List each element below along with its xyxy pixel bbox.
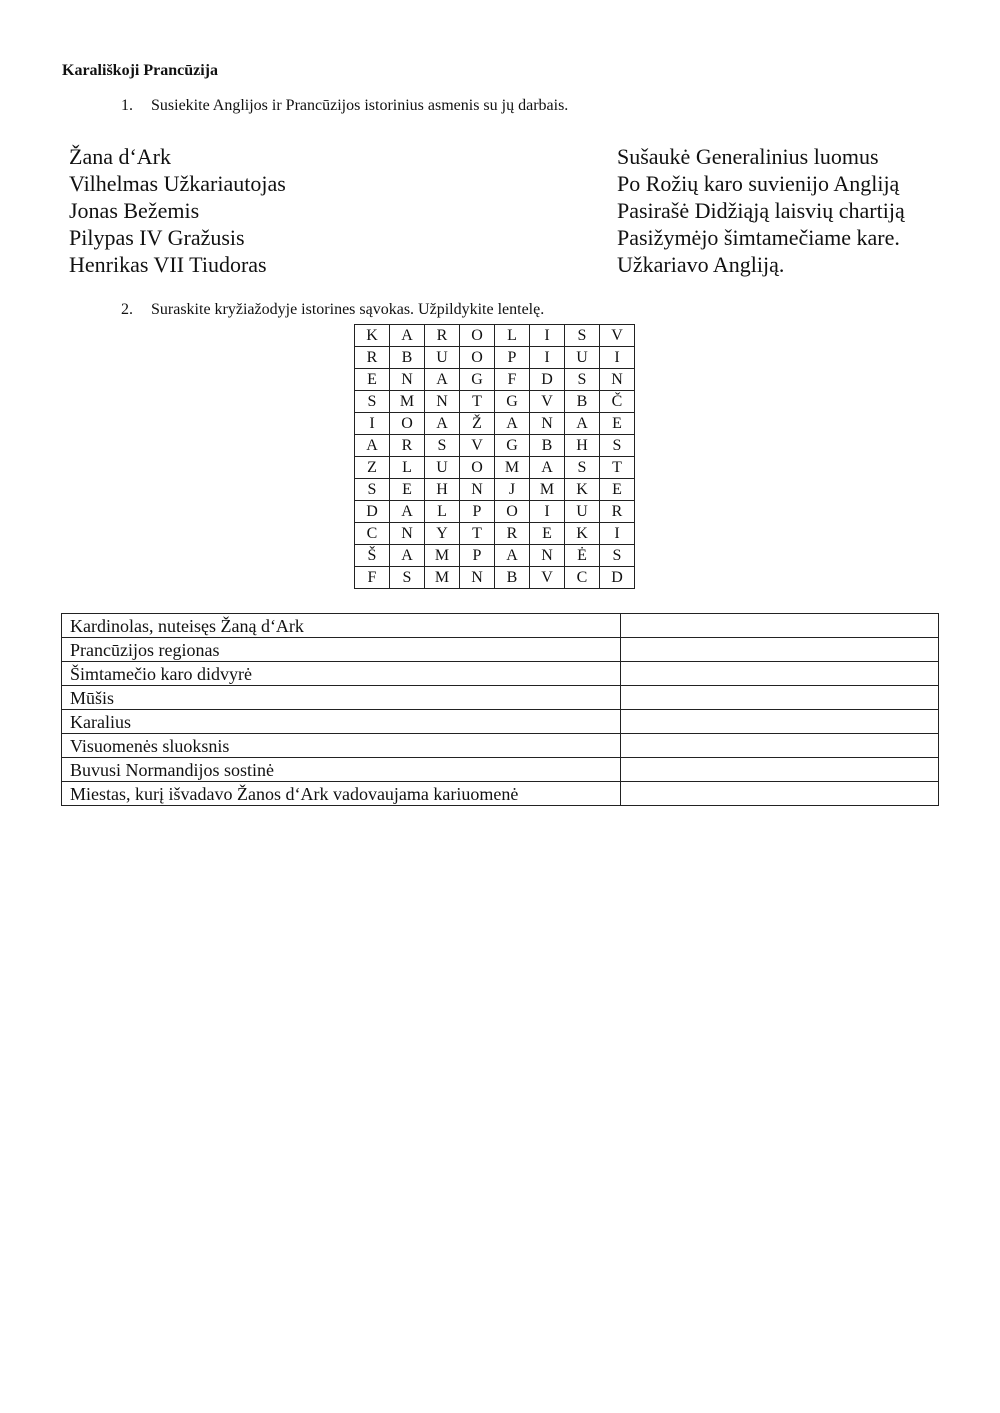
grid-cell[interactable]: U <box>565 501 600 523</box>
table-row <box>62 734 939 758</box>
grid-cell[interactable]: M <box>390 391 425 413</box>
grid-row <box>355 457 635 479</box>
grid-cell[interactable]: S <box>355 479 390 501</box>
grid-cell[interactable]: I <box>600 347 635 369</box>
person-item: Pilypas IV Gražusis <box>69 225 245 250</box>
grid-cell[interactable]: N <box>530 545 565 567</box>
deed-item: Sušaukė Generalinius luomus <box>617 144 879 169</box>
grid-row <box>355 391 635 413</box>
grid-cell[interactable]: L <box>425 501 460 523</box>
grid-cell[interactable]: S <box>355 391 390 413</box>
table-row <box>62 710 939 734</box>
grid-cell[interactable]: S <box>565 369 600 391</box>
grid-cell[interactable]: T <box>600 457 635 479</box>
grid-row <box>355 545 635 567</box>
grid-cell[interactable]: D <box>530 369 565 391</box>
grid-cell[interactable]: R <box>600 501 635 523</box>
grid-cell[interactable]: M <box>495 457 530 479</box>
grid-cell[interactable]: A <box>495 545 530 567</box>
grid-row <box>355 523 635 545</box>
clue-cell: Šimtamečio karo didvyrė <box>62 662 621 686</box>
table-row <box>62 662 939 686</box>
grid-cell[interactable]: B <box>565 391 600 413</box>
clue-cell: Prancūzijos regionas <box>62 638 621 662</box>
grid-cell[interactable]: V <box>460 435 495 457</box>
grid-cell[interactable]: M <box>425 567 460 589</box>
grid-cell[interactable]: S <box>600 545 635 567</box>
deed-item: Pasirašė Didžiąją laisvių chartiją <box>617 198 905 223</box>
grid-cell[interactable]: D <box>355 501 390 523</box>
grid-cell[interactable]: A <box>530 457 565 479</box>
task-2-number: 2. <box>121 301 133 318</box>
grid-cell[interactable]: E <box>600 479 635 501</box>
person-item: Žana d‘Ark <box>69 144 172 169</box>
grid-cell[interactable]: V <box>600 325 635 347</box>
deeds-column <box>617 143 905 278</box>
page-title: Karališkoji Prancūzija <box>62 62 218 79</box>
grid-row <box>355 347 635 369</box>
person-item: Vilhelmas Užkariautojas <box>69 171 286 196</box>
table-row <box>62 758 939 782</box>
grid-cell[interactable]: G <box>495 391 530 413</box>
answer-cell[interactable] <box>620 638 938 662</box>
grid-cell[interactable]: K <box>565 523 600 545</box>
grid-cell[interactable]: P <box>460 545 495 567</box>
grid-cell[interactable]: R <box>425 325 460 347</box>
grid-row <box>355 413 635 435</box>
clue-cell: Visuomenės sluoksnis <box>62 734 621 758</box>
grid-cell[interactable]: L <box>390 457 425 479</box>
person-item: Jonas Bežemis <box>69 198 200 223</box>
grid-cell[interactable]: A <box>425 413 460 435</box>
grid-cell[interactable]: B <box>530 435 565 457</box>
grid-cell[interactable]: E <box>600 413 635 435</box>
grid-cell[interactable]: P <box>495 347 530 369</box>
grid-cell[interactable]: V <box>530 391 565 413</box>
grid-cell[interactable]: B <box>495 567 530 589</box>
grid-cell[interactable]: Ė <box>565 545 600 567</box>
grid-cell[interactable]: N <box>460 567 495 589</box>
grid-cell[interactable]: U <box>425 457 460 479</box>
grid-row <box>355 501 635 523</box>
word-search-grid <box>354 324 635 589</box>
grid-cell[interactable]: L <box>495 325 530 347</box>
grid-row <box>355 567 635 589</box>
grid-cell[interactable]: Ž <box>460 413 495 435</box>
grid-cell[interactable]: H <box>565 435 600 457</box>
grid-cell[interactable]: I <box>530 347 565 369</box>
deed-item: Pasižymėjo šimtamečiame kare. <box>617 225 900 250</box>
answer-cell[interactable] <box>620 734 938 758</box>
grid-cell[interactable]: A <box>390 501 425 523</box>
grid-cell[interactable]: N <box>425 391 460 413</box>
table-row <box>62 686 939 710</box>
grid-cell[interactable]: C <box>355 523 390 545</box>
grid-cell[interactable]: O <box>460 325 495 347</box>
grid-cell[interactable]: C <box>565 567 600 589</box>
grid-cell[interactable]: R <box>495 523 530 545</box>
grid-cell[interactable]: N <box>600 369 635 391</box>
people-column <box>69 143 286 278</box>
grid-cell[interactable]: I <box>530 325 565 347</box>
clue-cell: Miestas, kurį išvadavo Žanos d‘Ark vadovaujama kariuomenė <box>62 782 621 806</box>
grid-cell[interactable]: A <box>425 369 460 391</box>
grid-cell[interactable]: N <box>390 369 425 391</box>
grid-cell[interactable]: M <box>425 545 460 567</box>
clue-cell: Mūšis <box>62 686 621 710</box>
task-2-instruction <box>121 301 544 319</box>
grid-cell[interactable]: E <box>390 479 425 501</box>
grid-cell[interactable]: J <box>495 479 530 501</box>
grid-row <box>355 479 635 501</box>
grid-cell[interactable]: E <box>530 523 565 545</box>
grid-cell[interactable]: T <box>460 391 495 413</box>
grid-cell[interactable]: A <box>355 435 390 457</box>
grid-cell[interactable]: S <box>600 435 635 457</box>
answers-table <box>61 613 939 806</box>
task-1-text: Susiekite Anglijos ir Prancūzijos istorinius asmenis su jų darbais. <box>151 97 569 114</box>
task-1-number: 1. <box>121 97 133 114</box>
grid-cell[interactable]: A <box>495 413 530 435</box>
table-row <box>62 614 939 638</box>
grid-cell[interactable]: H <box>425 479 460 501</box>
deed-item: Užkariavo Angliją. <box>617 252 785 277</box>
grid-cell[interactable]: U <box>565 347 600 369</box>
grid-cell[interactable]: S <box>565 325 600 347</box>
grid-cell[interactable]: Y <box>425 523 460 545</box>
grid-cell[interactable]: V <box>530 567 565 589</box>
grid-cell[interactable]: N <box>390 523 425 545</box>
answer-cell[interactable] <box>620 782 938 806</box>
deed-item: Po Rožių karo suvienijo Angliją <box>617 171 900 196</box>
grid-cell[interactable]: K <box>355 325 390 347</box>
grid-cell[interactable]: G <box>495 435 530 457</box>
grid-row <box>355 435 635 457</box>
grid-cell[interactable]: M <box>530 479 565 501</box>
answer-cell[interactable] <box>620 686 938 710</box>
grid-cell[interactable]: Č <box>600 391 635 413</box>
grid-cell[interactable]: G <box>460 369 495 391</box>
grid-cell[interactable]: N <box>530 413 565 435</box>
grid-cell[interactable]: P <box>460 501 495 523</box>
grid-cell[interactable]: F <box>355 567 390 589</box>
task-2-text: Suraskite kryžiažodyje istorines sąvokas. Užpildykite lentelę. <box>151 301 545 318</box>
grid-cell[interactable]: E <box>355 369 390 391</box>
grid-cell[interactable]: N <box>460 479 495 501</box>
table-row <box>62 782 939 806</box>
task-1-instruction <box>121 97 568 115</box>
clue-cell: Buvusi Normandijos sostinė <box>62 758 621 782</box>
grid-cell[interactable]: A <box>565 413 600 435</box>
grid-cell[interactable]: R <box>355 347 390 369</box>
person-item: Henrikas VII Tiudoras <box>69 252 267 277</box>
grid-cell[interactable]: B <box>390 347 425 369</box>
answer-cell[interactable] <box>620 710 938 734</box>
grid-cell[interactable]: U <box>425 347 460 369</box>
grid-cell[interactable]: O <box>495 501 530 523</box>
table-row <box>62 638 939 662</box>
answer-cell[interactable] <box>620 614 938 638</box>
grid-cell[interactable]: A <box>390 545 425 567</box>
answer-cell[interactable] <box>620 662 938 686</box>
grid-row <box>355 325 635 347</box>
grid-row <box>355 369 635 391</box>
grid-cell[interactable]: R <box>390 435 425 457</box>
grid-cell[interactable]: K <box>565 479 600 501</box>
grid-cell[interactable]: Š <box>355 545 390 567</box>
grid-cell[interactable]: S <box>565 457 600 479</box>
grid-cell[interactable]: Z <box>355 457 390 479</box>
grid-cell[interactable]: A <box>390 325 425 347</box>
grid-cell[interactable]: F <box>495 369 530 391</box>
grid-cell[interactable]: I <box>355 413 390 435</box>
answer-cell[interactable] <box>620 758 938 782</box>
grid-cell[interactable]: O <box>460 347 495 369</box>
grid-cell[interactable]: S <box>390 567 425 589</box>
grid-cell[interactable]: D <box>600 567 635 589</box>
grid-cell[interactable]: T <box>460 523 495 545</box>
clue-cell: Kardinolas, nuteisęs Žaną d‘Ark <box>62 614 621 638</box>
grid-cell[interactable]: I <box>600 523 635 545</box>
grid-cell[interactable]: O <box>390 413 425 435</box>
grid-cell[interactable]: S <box>425 435 460 457</box>
clue-cell: Karalius <box>62 710 621 734</box>
grid-cell[interactable]: O <box>460 457 495 479</box>
grid-cell[interactable]: I <box>530 501 565 523</box>
